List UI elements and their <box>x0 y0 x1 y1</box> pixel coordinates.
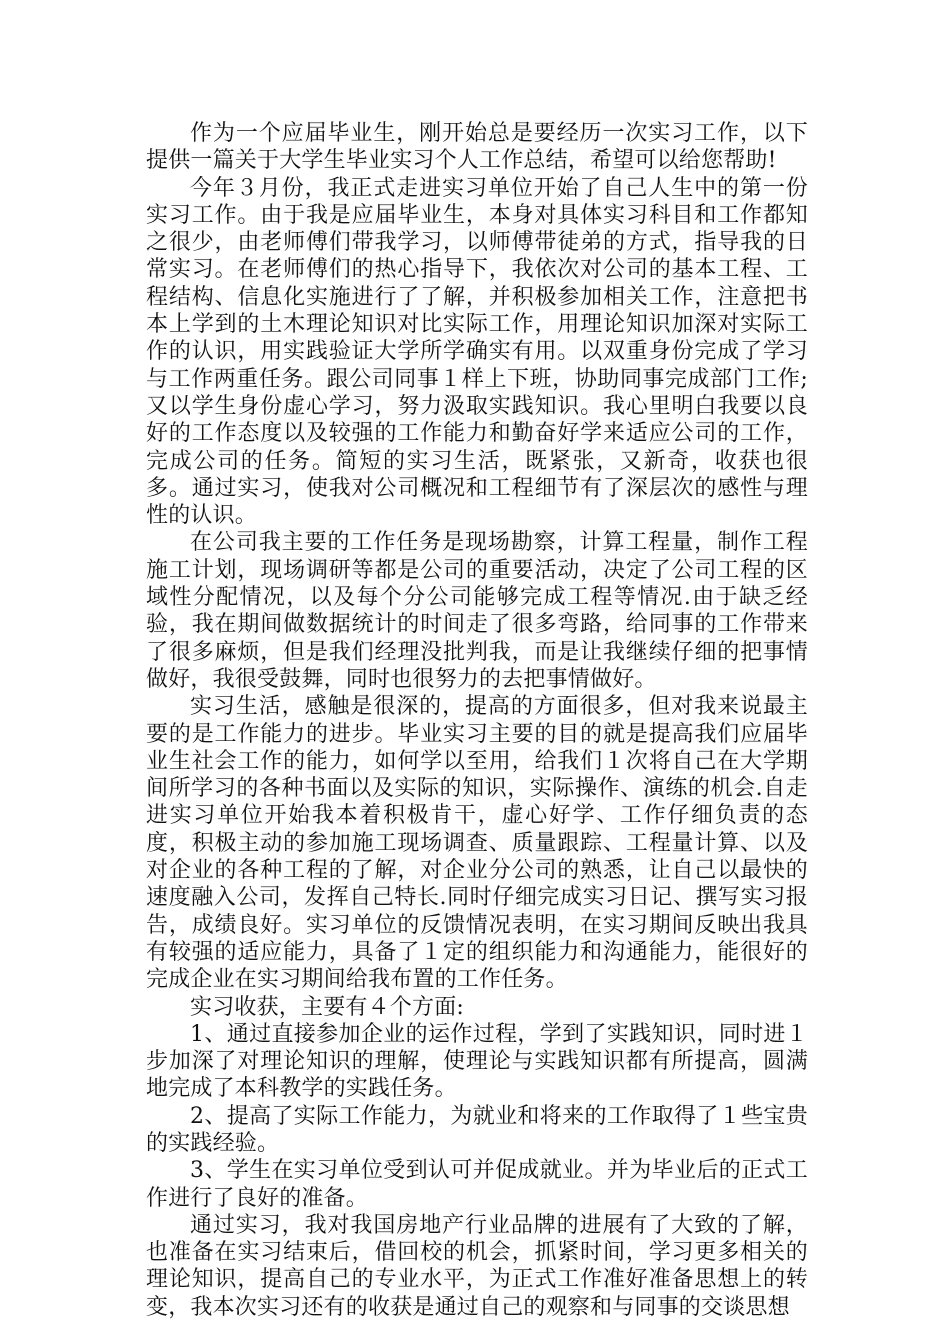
paragraph-ability-growth: 实习生活，感触是很深的，提高的方面很多，但对我来说最主要的是工作能力的进步。毕业实习主要的目的就是提高我们应届毕业生社会工作的能力，如何学以至用，给我们１次将自己在大学期间所学习的各种书面以及实际的知识，实际操作、演练的机会.自走进实习单位开始我本着积极肯干，虚心好学、工作仔细负责的态度，积极主动的参加施工现场调查、质量跟踪、工程量计算、以及对企业的各种工程的了解，对企业分公司的熟悉，让自己以最快的速度融入公司，发挥自己特长.同时仔细完成实习日记、撰写实习报告，成绩良好。实习单位的反馈情况表明，在实习期间反映出我具有较强的适应能力，具备了１定的组织能力和沟通能力，能很好的完成企业在实习期间给我布置的工作任务。 <box>146 694 808 993</box>
paragraph-internship-start: 今年３月份，我正式走进实习单位开始了自己人生中的第一份实习工作。由于我是应届毕业生，本身对具体实习科目和工作都知之很少，由老师傅们带我学习，以师傅带徒弟的方式，指导我的日常实习。在老师傅们的热心指导下，我依次对公司的基本工程、工程结构、信息化实施进行了了解，并积极参加相关工作，注意把书本上学到的土木理论知识对比实际工作，用理论知识加深对实际工作的认识，用实践验证大学所学确实有用。以双重身份完成了学习与工作两重任务。跟公司同事１样上下班，协助同事完成部门工作;又以学生身份虚心学习，努力汲取实践知识。我心里明白我要以良好的工作态度以及较强的工作能力和勤奋好学来适应公司的工作，完成公司的任务。简短的实习生活，既紧张，又新奇，收获也很多。通过实习，使我对公司概况和工程细节有了深层次的感性与理性的认识。 <box>146 175 808 529</box>
paragraph-gain-2: 2、提高了实际工作能力，为就业和将来的工作取得了１些宝贵的实践经验。 <box>146 1103 808 1156</box>
paragraph-intro: 作为一个应届毕业生，刚开始总是要经历一次实习工作，以下提供一篇关于大学生毕业实习个人工作总结，希望可以给您帮助! <box>146 121 808 174</box>
document-body <box>146 120 808 1321</box>
paragraph-gains-heading: 实习收获，主要有４个方面: <box>190 994 465 1020</box>
paragraph-gain-3: 3、学生在实习单位受到认可并促成就业。并为毕业后的正式工作进行了良好的准备。 <box>146 1158 808 1211</box>
paragraph-gain-1: 1、通过直接参加企业的运作过程，学到了实践知识，同时进１步加深了对理论知识的理解，使理论与实践知识都有所提高，圆满地完成了本科教学的实践任务。 <box>146 1021 808 1102</box>
paragraph-conclusion: 通过实习，我对我国房地产行业品牌的进展有了大致的了解，也准备在实习结束后，借回校的机会，抓紧时间，学习更多相关的理论知识，提高自己的专业水平，为正式工作准好准备思想上的转变，我本次实习还有的收获是通过自己的观察和与同事的交谈思想 <box>146 1212 808 1320</box>
paragraph-work-tasks: 在公司我主要的工作任务是现场勘察，计算工程量，制作工程施工计划，现场调研等都是公司的重要活动，决定了公司工程的区域性分配情况，以及每个分公司能够完成工程等情况.由于缺乏经验，我在期间做数据统计的时间走了很多弯路，给同事的工作带来了很多麻烦，但是我们经理没批判我，而是让我继续仔细的把事情做好，我很受鼓舞，同时也很努力的去把事情做好。 <box>146 530 808 692</box>
